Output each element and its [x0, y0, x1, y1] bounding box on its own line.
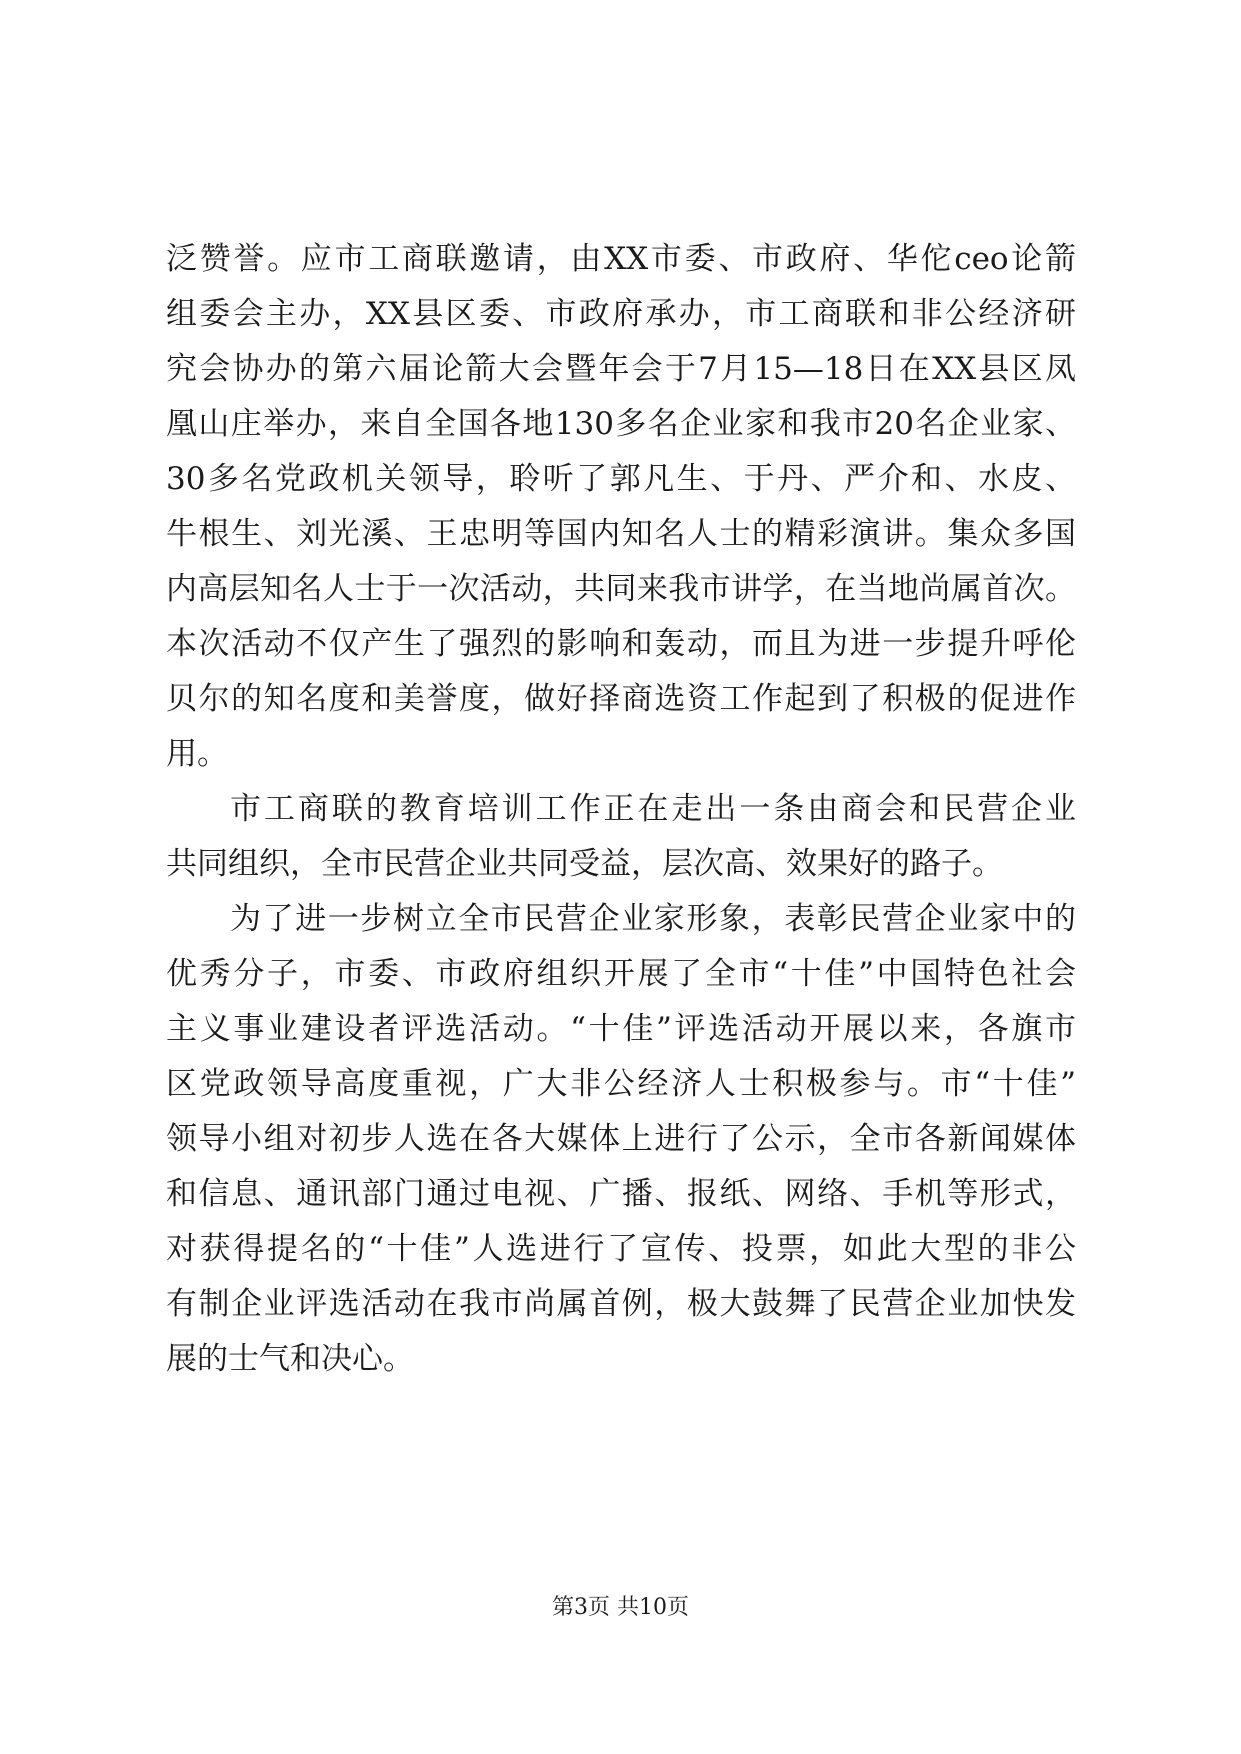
text-line: 和信息、通讯部门通过电视、广播、报纸、网络、手机等形式，: [166, 1176, 1076, 1212]
text-line: 共同组织，全市民营企业共同受益，层次高、效果好的路子。: [166, 846, 1003, 882]
text-line: 组委会主办，XX县区委、市政府承办，市工商联和非公经济研: [166, 296, 1076, 332]
text-line: 牛根生、刘光溪、王忠明等国内知名人士的精彩演讲。集众多国: [166, 516, 1076, 552]
text-line: 内高层知名人士于一次活动，共同来我市讲学，在当地尚属首次。: [166, 571, 1076, 607]
document-body: [166, 232, 1076, 1387]
text-line: 对获得提名的“十佳”人选进行了宣传、投票，如此大型的非公: [166, 1231, 1076, 1267]
text-line: 泛赞誉。应市工商联邀请，由XX市委、市政府、华佗ceo论箭: [166, 241, 1076, 277]
text-line: 优秀分子，市委、市政府组织开展了全市“十佳”中国特色社会: [166, 956, 1076, 992]
text-line: 究会协办的第六届论箭大会暨年会于7月15—18日在XX县区凤: [166, 351, 1076, 387]
text-line: 凰山庄举办，来自全国各地130多名企业家和我市20名企业家、: [166, 406, 1076, 442]
paragraph-3: [166, 892, 1076, 1387]
text-line: 贝尔的知名度和美誉度，做好择商选资工作起到了积极的促进作: [166, 681, 1076, 717]
page-number: 第3页 共10页: [552, 1595, 689, 1620]
text-line: 区党政领导高度重视，广大非公经济人士积极参与。市“十佳”: [166, 1066, 1076, 1102]
text-line: 主义事业建设者评选活动。“十佳”评选活动开展以来，各旗市: [166, 1011, 1076, 1047]
text-line: 30多名党政机关领导，聆听了郭凡生、于丹、严介和、水皮、: [166, 461, 1076, 497]
paragraph-2: [166, 782, 1076, 892]
text-line: 市工商联的教育培训工作正在走出一条由商会和民营企业: [230, 791, 1076, 827]
text-line: 展的士气和决心。: [166, 1341, 414, 1377]
paragraph-1: [166, 232, 1076, 782]
text-line: 本次活动不仅产生了强烈的影响和轰动，而且为进一步提升呼伦: [166, 626, 1076, 662]
text-line: 有制企业评选活动在我市尚属首例，极大鼓舞了民营企业加快发: [166, 1286, 1076, 1322]
text-line: 领导小组对初步人选在各大媒体上进行了公示，全市各新闻媒体: [166, 1121, 1076, 1157]
text-line: 用。: [166, 736, 228, 772]
text-line: 为了进一步树立全市民营企业家形象，表彰民营企业家中的: [230, 901, 1076, 937]
